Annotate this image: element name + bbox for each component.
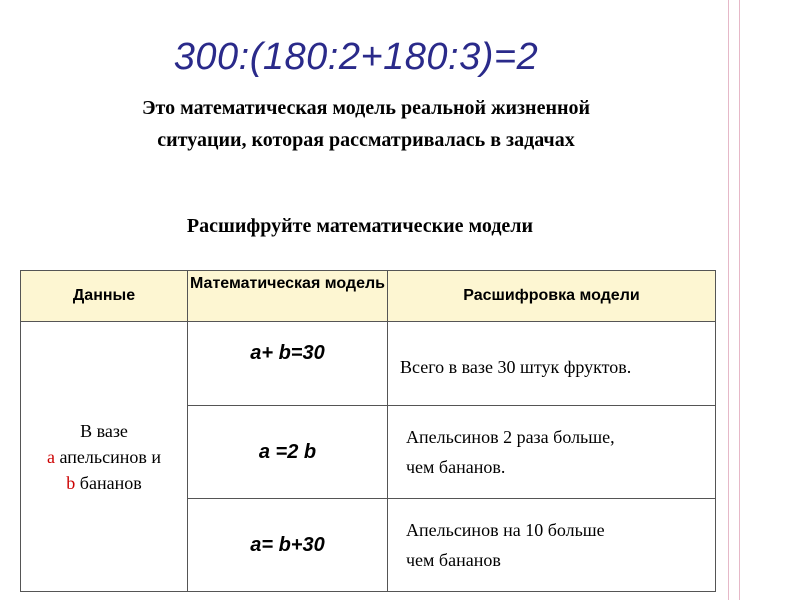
subtitle: Расшифруйте математические модели — [186, 215, 534, 237]
decode-cell-1 — [388, 322, 716, 406]
data-cell — [21, 322, 188, 592]
decode-cell-2 — [388, 406, 716, 499]
var-a: а — [47, 446, 56, 467]
data-line-2-rest: апельсинов и — [55, 446, 161, 467]
data-line-3 — [22, 470, 186, 496]
data-line-2 — [22, 444, 186, 470]
decode-2-line-2: чем бананов. — [406, 457, 506, 477]
decode-3-line-1: Апельсинов на 10 больше — [406, 520, 605, 540]
decode-2-line-1: Апельсинов 2 раза больше, — [406, 427, 615, 447]
decorative-line-left — [728, 0, 729, 600]
model-cell-1: a+ b=30 — [188, 322, 388, 406]
decode-cell-3 — [388, 499, 716, 592]
formula: 300:(180:2+180:3)=2 — [173, 36, 539, 78]
header-model: Математическая модель — [188, 271, 388, 322]
caption-line-1: Это математическая модель реальной жизненной — [141, 97, 591, 119]
header-data: Данные — [21, 271, 188, 322]
model-cell-3: a= b+30 — [188, 499, 388, 592]
caption — [0, 92, 732, 156]
header-decode: Расшифровка модели — [388, 271, 716, 322]
models-table — [20, 270, 716, 592]
caption-line-2: ситуации, которая рассматривалась в задачах — [157, 129, 575, 151]
model-cell-2: a =2 b — [188, 406, 388, 499]
var-b: b — [66, 472, 76, 493]
data-line-1: В вазе — [80, 420, 128, 441]
decorative-line-right — [739, 0, 740, 600]
decode-1-line-1: Всего в вазе 30 штук фруктов. — [400, 357, 632, 377]
table-row — [21, 322, 716, 406]
table-header-row — [21, 271, 716, 322]
data-line-3-rest: бананов — [75, 472, 142, 493]
decode-3-line-2: чем бананов — [406, 550, 501, 570]
